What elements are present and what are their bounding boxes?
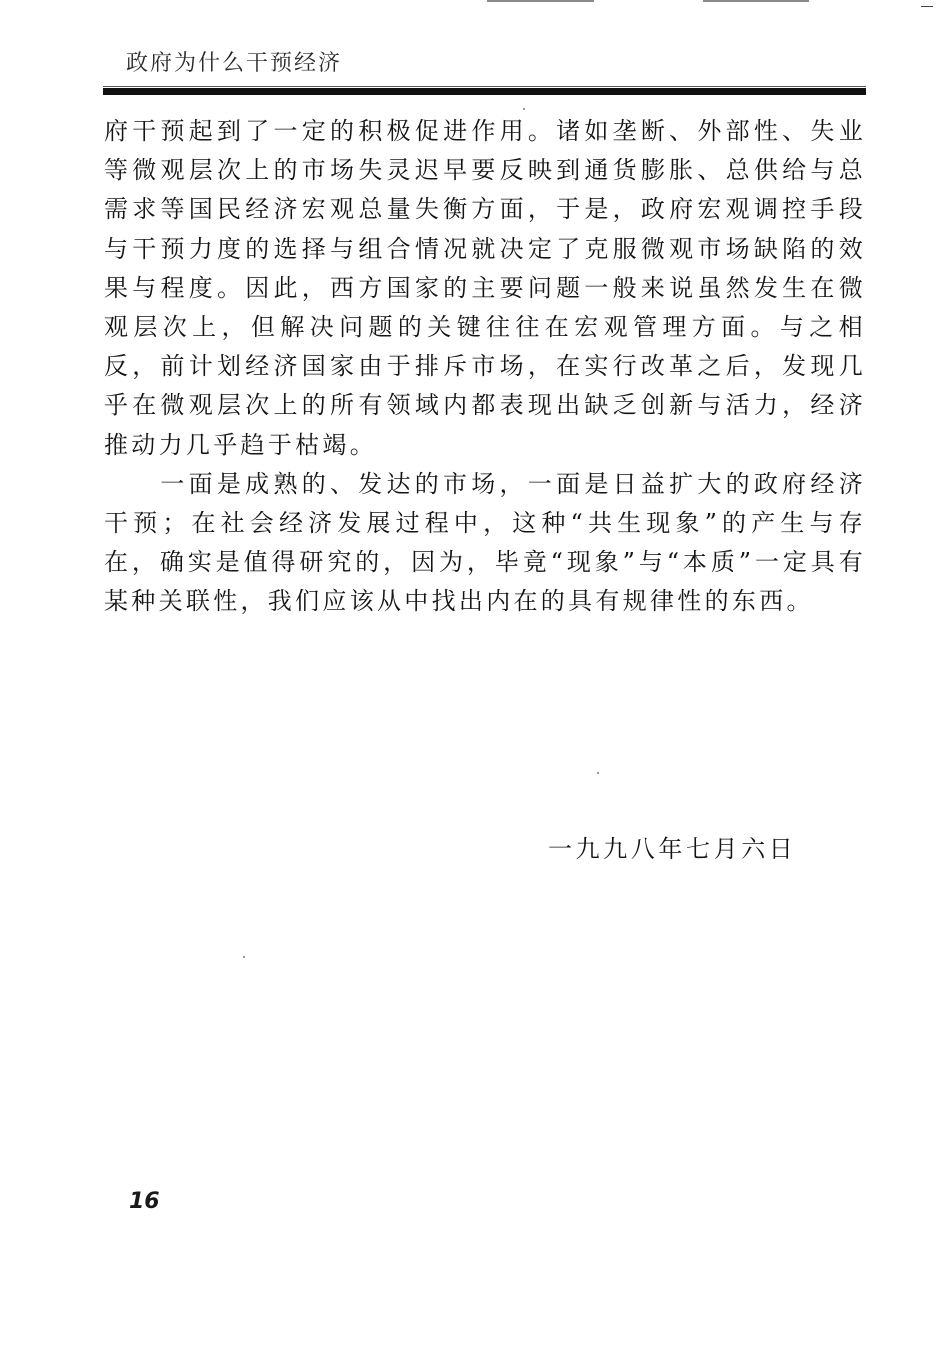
scan-edge-mark [487,0,594,2]
body-text [104,112,866,622]
paragraph-continued: 府干预起到了一定的积极促进作用。诸如垄断、外部性、失业等微观层次上的市场失灵迟早要反映到通货膨胀、总供给与总需求等国民经济宏观总量失衡方面，于是，政府宏观调控手段与干预力度的选择与组合情况就决定了克服微观市场缺陷的效果与程度。因此，西方国家的主要问题一般来说虽然发生在微观层次上，但解决问题的关键往往在宏观管理方面。与之相反，前计划经济国家由于排斥市场，在实行改革之后，发现几乎在微观层次上的所有领域内都表现出缺乏创新与活力，经济推动力几乎趋于枯竭。 [104,117,866,459]
header-thick-rule [103,88,866,95]
header-thin-rule [103,86,866,87]
page-number: 16 [129,1189,160,1214]
scan-speck [523,108,525,110]
paragraph: 一面是成熟的、发达的市场，一面是日益扩大的政府经济干预；在社会经济发展过程中，这种“共生现象”的产生与存在，确实是值得研究的，因为，毕竟“现象”与“本质”一定具有某种关联性，我们应该从中找出内在的具有规律性的东西。 [104,469,866,616]
scan-speck [243,956,245,958]
scan-speck [597,772,599,774]
signature-date: 一九九八年七月六日 [548,835,797,863]
running-header-title: 政府为什么干预经济 [126,51,343,76]
scan-edge-mark [703,0,809,2]
scan-corner-mark [921,6,933,7]
